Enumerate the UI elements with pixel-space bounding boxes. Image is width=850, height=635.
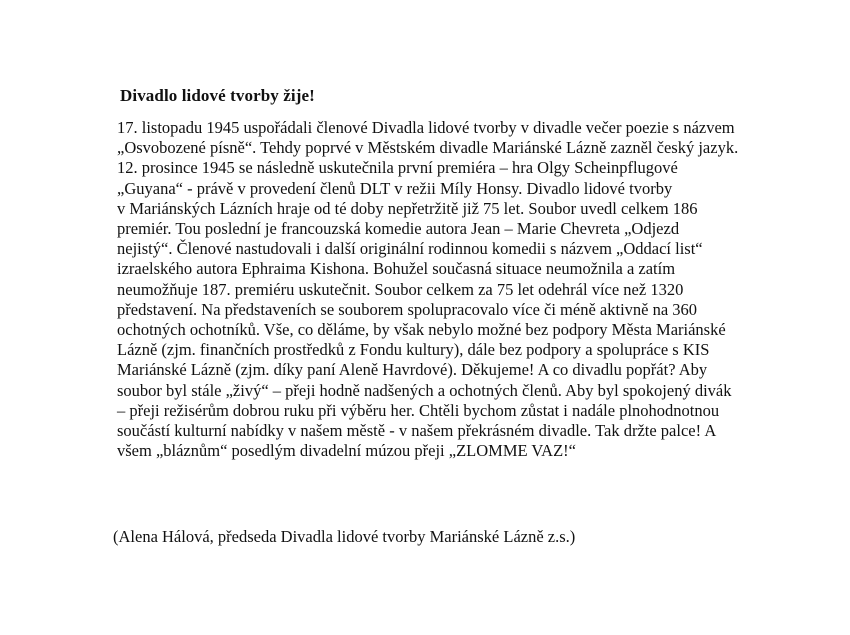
- body-line: Mariánské Lázně (zjm. díky paní Aleně Havrdové). Děkujeme! A co divadlu popřát? Aby: [117, 360, 708, 380]
- body-line: premiér. Tou poslední je francouzská komedie autora Jean – Marie Chevreta „Odjezd: [117, 219, 680, 239]
- body-line: neumožňuje 187. premiéru uskutečnit. Soubor celkem za 75 let odehrál více než 1320: [117, 279, 684, 299]
- article-body: [117, 118, 777, 461]
- body-line: ochotných ochotníků. Vše, co děláme, by však nebylo možné bez podpory Města Mariánské: [117, 320, 726, 340]
- body-line: součástí kulturní nabídky v našem městě - v našem překrásném divadle. Tak držte palce! A: [117, 421, 717, 441]
- body-line: soubor byl stále „živý“ – přeji hodně nadšených a ochotných členů. Aby byl spokojený divák: [117, 380, 732, 400]
- body-line: „Osvobozené písně“. Tehdy poprvé v Městském divadle Mariánské Lázně zazněl český jazyk.: [117, 138, 739, 158]
- body-line: Lázně (zjm. finančních prostředků z Fondu kultury), dále bez podpory a spolupráce s KIS: [117, 340, 710, 360]
- body-line: v Mariánských Lázních hraje od té doby nepřetržitě již 75 let. Soubor uvedl celkem 186: [117, 198, 698, 218]
- body-line: všem „bláznům“ posedlým divadelní múzou přeji „ZLOMME VAZ!“: [117, 441, 576, 461]
- body-line: „Guyana“ - právě v provedení členů DLT v režii Míly Honsy. Divadlo lidové tvorby: [117, 178, 673, 198]
- body-line: představení. Na představeních se souborem spolupracovalo více či méně aktivně na 360: [117, 299, 698, 319]
- body-line: izraelského autora Ephraima Kishona. Bohužel současná situace neumožnila a zatím: [117, 259, 676, 279]
- article-title: Divadlo lidové tvorby žije!: [120, 86, 315, 105]
- body-line: nejistý“. Členové nastudovali i další originální rodinnou komedii s názvem „Oddací list“: [117, 239, 703, 259]
- body-line: – přeji režisérům dobrou ruku při výběru her. Chtěli bychom zůstat i nadále plnohodnotnou: [117, 400, 720, 420]
- signature: (Alena Hálová, předseda Divadla lidové tvorby Mariánské Lázně z.s.): [113, 527, 576, 546]
- body-line: 17. listopadu 1945 uspořádali členové Divadla lidové tvorby v divadle večer poezie s názvem: [117, 118, 735, 137]
- body-line: 12. prosince 1945 se následně uskutečnila první premiéra – hra Olgy Scheinpflugové: [117, 158, 678, 178]
